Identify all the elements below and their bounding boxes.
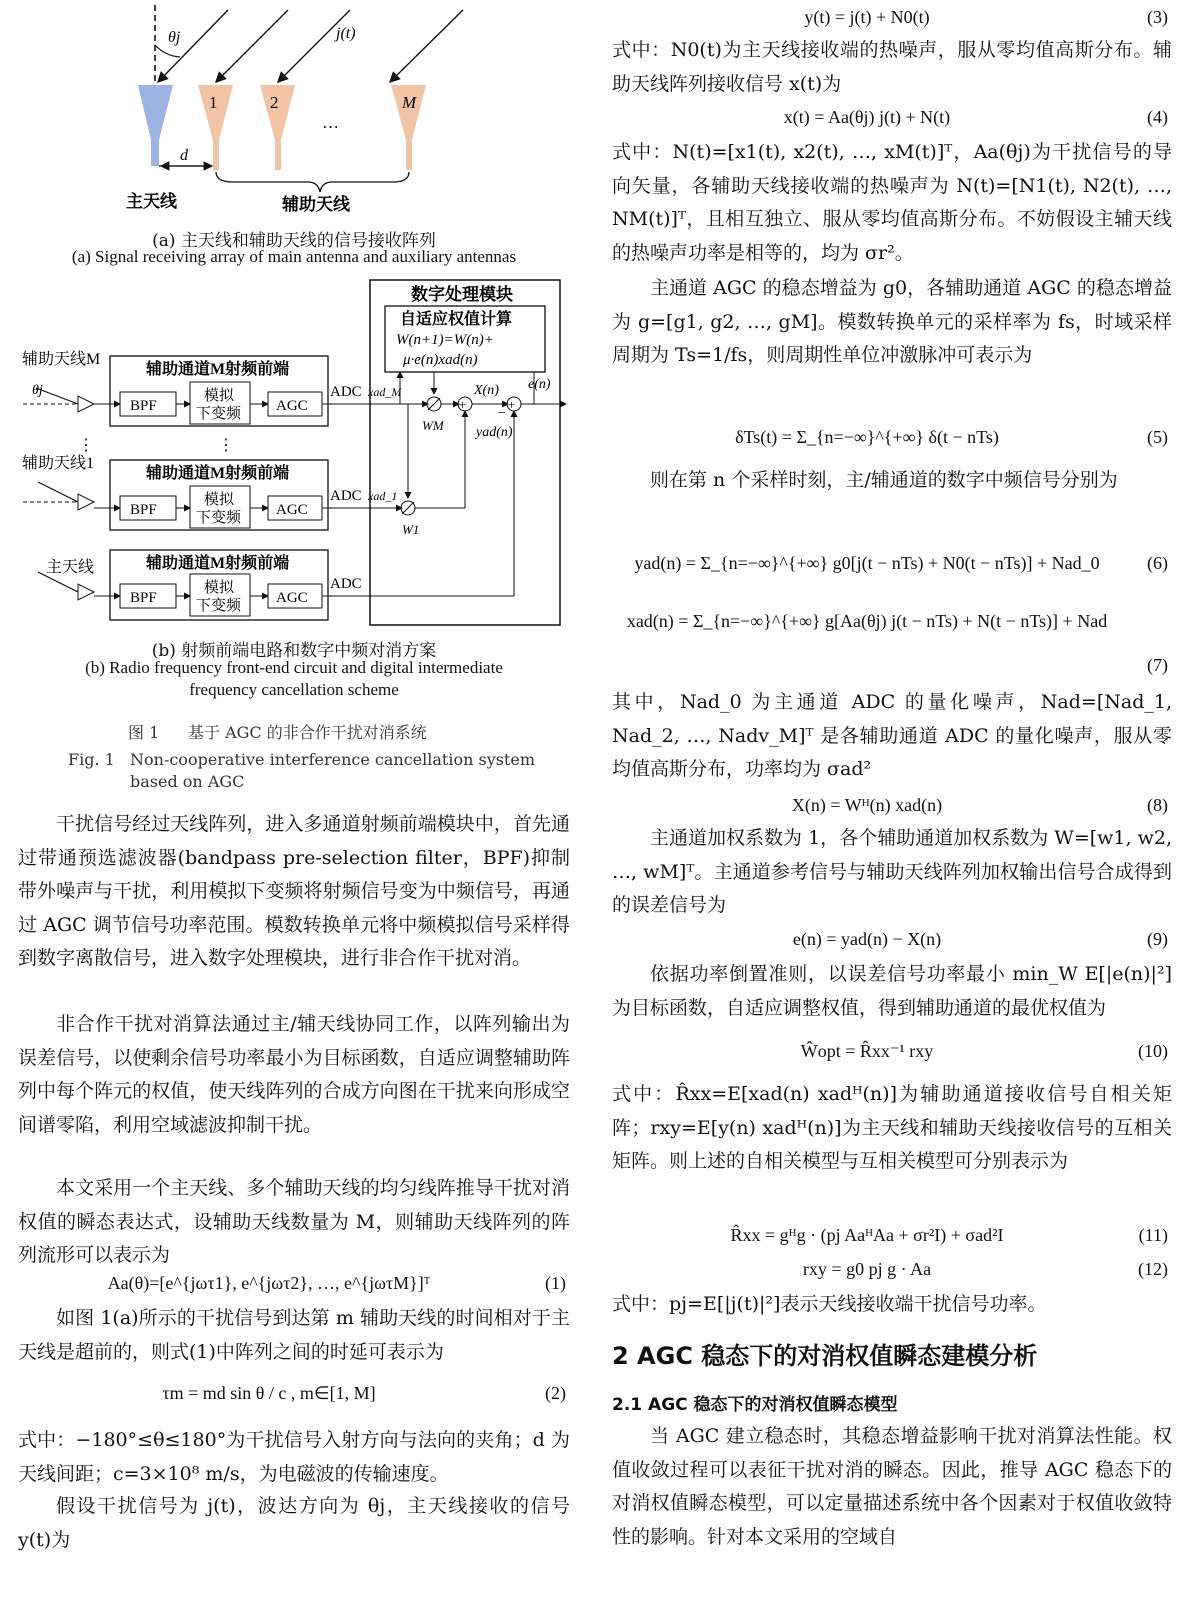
equation-4: x(t) = Aa(θj) j(t) + N(t) (4) (783, 107, 1168, 127)
paragraph: 本文采用一个主天线、多个辅助天线的均匀线阵推导干扰对消权值的瞬态表达式，设辅助天线数量为 M，则辅助天线阵列的阵列流形可以表示为 (18, 1177, 570, 1266)
paragraph: 非合作干扰对消算法通过主/辅天线协同工作，以阵列输出为误差信号，以使剩余信号功率最小为目标函数，自适应调整辅助阵列中每个阵元的权值，使天线阵列的合成方向图在干扰来向形成空间谱零陷，利用空域滤波抑制干扰。 (18, 1013, 570, 1136)
svg-text:BPF: BPF (130, 398, 157, 414)
subsection-heading: 2.1 AGC 稳态下的对消权值瞬态模型 (612, 1395, 898, 1415)
svg-text:辅助通道M射频前端: 辅助通道M射频前端 (146, 361, 290, 378)
equation-10: Ŵopt = R̂xx⁻¹ rxy (10) (800, 1041, 1168, 1061)
equation-5: δTs(t) = Σ_{n=−∞}^{+∞} δ(t − nTs) (5) (735, 427, 1168, 447)
equation-2: τm = md sin θ / c , m∈[1, M] (2) (162, 1383, 566, 1403)
paragraph: 当 AGC 建立稳态时，其稳态增益影响干扰对消算法性能。权值收敛过程可以表征干扰对消的瞬态。因此，推导 AGC 稳态下的对消权值瞬态模型，可以定量描述系统中各个因素对于权值收敛特性的影响。针对本文采用的空域自 (612, 1425, 1172, 1548)
paragraph: 则在第 n 个采样时刻，主/辅通道的数字中频信号分别为 (650, 469, 1118, 491)
svg-text:辅助天线M: 辅助天线M (22, 351, 101, 368)
equation-7: xad(n) = Σ_{n=−∞}^{+∞} g[Aa(θj) j(t − nTs) + N(t − nTs)] + Nad (7) (626, 611, 1168, 675)
svg-text:下变频: 下变频 (196, 406, 242, 422)
svg-text:W1: W1 (402, 522, 420, 537)
jt-label: j(t) (336, 25, 356, 42)
paragraph: 式中：−180°≤θ≤180°为干扰信号入射方向与法向的夹角；d 为天线间距；c=3×10⁸ m/s，为电磁波的传输速度。 (18, 1429, 570, 1485)
section-heading: 2 AGC 稳态下的对消权值瞬态建模分析 (612, 1342, 1038, 1370)
svg-text:下变频: 下变频 (196, 510, 242, 526)
fig1-label-cn: 图 1 (128, 723, 160, 742)
svg-text:+: + (508, 397, 516, 412)
equation-3: y(t) = j(t) + N0(t) (3) (804, 7, 1168, 27)
svg-text:ADC: ADC (330, 576, 362, 592)
svg-text:BPF: BPF (130, 590, 157, 606)
fig1-title-en-2: based on AGC (130, 772, 245, 791)
main-antenna-label: 主天线 (126, 192, 177, 211)
svg-text:1: 1 (209, 93, 218, 112)
svg-text:下变频: 下变频 (196, 598, 242, 614)
paragraph: 式中：pj=E[|j(t)|²]表示天线接收端干扰信号功率。 (612, 1293, 1047, 1315)
paragraph: 主通道 AGC 的稳态增益为 g0，各辅助通道 AGC 的稳态增益为 g=[g1, g2, …, gM]。模数转换单元的采样率为 fs，时域采样周期为 Ts=1/fs，则周期性单位冲激脉冲可表示为 (612, 277, 1172, 366)
svg-text:θj: θj (32, 383, 43, 398)
svg-text:AGC: AGC (276, 502, 308, 518)
svg-text:+: + (459, 397, 467, 412)
svg-text:ADC: ADC (330, 488, 362, 504)
svg-text:AGC: AGC (276, 398, 308, 414)
svg-text:⋮: ⋮ (78, 437, 94, 454)
paragraph: 干扰信号经过天线阵列，进入多通道射频前端模块中，首先通过带通预选滤波器(bandpass pre-selection filter，BPF)抑制带外噪声与干扰，利用模拟下变频将射频信号变为中频信号，再通过 AGC 调节信号功率范围。模数转换单元将中频模拟信号采样得到数字离散信号，进入数字处理模块，进行非合作干扰对消。 (18, 813, 570, 969)
fig1-label-en: Fig. 1 (68, 750, 115, 769)
paragraph: 主通道加权系数为 1，各个辅助通道加权系数为 W=[w1, w2, …, wM]ᵀ。主通道参考信号与辅助天线阵列加权输出信号合成得到的误差信号为 (612, 827, 1172, 916)
svg-text:自适应权值计算: 自适应权值计算 (400, 311, 513, 328)
fig1b-caption-en-1: (b) Radio frequency front-end circuit and digital intermediate (85, 658, 503, 677)
svg-text:xad_1: xad_1 (368, 489, 398, 503)
svg-text:X(n): X(n) (474, 383, 499, 398)
theta-label: θj (168, 29, 181, 46)
svg-text:主天线: 主天线 (46, 559, 95, 576)
figure-1a-antenna-array (18, 0, 570, 230)
svg-text:模拟: 模拟 (204, 580, 235, 596)
svg-text:AGC: AGC (276, 590, 308, 606)
fig1-title-cn: 基于 AGC 的非合作干扰对消系统 (188, 723, 427, 742)
svg-text:e(n): e(n) (528, 377, 551, 392)
svg-text:M: M (402, 93, 417, 112)
svg-text:数字处理模块: 数字处理模块 (411, 285, 513, 304)
equation-8: X(n) = Wᴴ(n) xad(n) (8) (791, 795, 1168, 815)
svg-text:BPF: BPF (130, 502, 157, 518)
svg-text:模拟: 模拟 (204, 388, 235, 404)
paragraph: 依据功率倒置准则，以误差信号功率最小 min_W E[|e(n)|²] 为目标函数，自适应调整权值，得到辅助通道的最优权值为 (612, 963, 1172, 1019)
svg-text:模拟: 模拟 (204, 492, 235, 508)
main-antenna-shape (138, 85, 173, 140)
fig1a-caption-en: (a) Signal receiving array of main antenna and auxiliary antennas (71, 247, 517, 266)
svg-text:…: … (322, 113, 339, 132)
svg-text:−: − (498, 406, 506, 421)
equation-1: Aa(θ)=[e^{jωτ1}, e^{jωτ2}, …, e^{jωτM}]ᵀ (1) (107, 1273, 566, 1293)
fig1b-caption-en-2: frequency cancellation scheme (189, 680, 399, 699)
svg-text:辅助天线1: 辅助天线1 (22, 455, 95, 472)
svg-text:辅助通道M射频前端: 辅助通道M射频前端 (146, 555, 290, 572)
svg-text:W(n+1)=W(n)+: W(n+1)=W(n)+ (396, 332, 494, 348)
svg-text:2: 2 (270, 93, 279, 112)
svg-text:辅助通道M射频前端: 辅助通道M射频前端 (146, 465, 290, 482)
svg-text:yad(n): yad(n) (476, 425, 513, 440)
svg-text:WM: WM (422, 418, 444, 433)
equation-6: yad(n) = Σ_{n=−∞}^{+∞} g0[j(t − nTs) + N0(t − nTs)] + Nad_0 (6) (634, 553, 1168, 573)
paragraph: 式中：N0(t)为主天线接收端的热噪声，服从零均值高斯分布。辅助天线阵列接收信号 x(t)为 (612, 39, 1172, 95)
paragraph: 式中：N(t)=[x1(t), x2(t), …, xM(t)]ᵀ，Aa(θj)为干扰信号的导向矢量，各辅助天线接收端的热噪声为 N(t)=[N1(t), N2(t), …, NM(t)]ᵀ，且相互独立、服从零均值高斯分布。不妨假设主辅天线的热噪声功率是相等的，均为 σr²。 (612, 141, 1172, 264)
equation-9: e(n) = yad(n) − X(n) (9) (792, 929, 1168, 949)
fig1b-caption-cn: (b) 射频前端电路和数字中频对消方案 (151, 641, 437, 661)
svg-text:xad_M: xad_M (368, 385, 402, 399)
equation-12: rxy = g0 pj g · Aa (12) (802, 1259, 1168, 1279)
svg-text:ADC: ADC (330, 384, 362, 400)
svg-text:d: d (180, 147, 188, 164)
figure-1b-rf-frontend (18, 272, 570, 632)
paragraph: 如图 1(a)所示的干扰信号到达第 m 辅助天线的时间相对于主天线是超前的，则式(1)中阵列之间的时延可表示为 (18, 1307, 570, 1363)
aux-antenna-label: 辅助天线 (282, 195, 350, 214)
svg-text:⋮: ⋮ (218, 437, 234, 454)
paragraph: 其中，Nad_0 为主通道 ADC 的量化噪声，Nad=[Nad_1, Nad_2, …, Nadv_M]ᵀ 是各辅助通道 ADC 的量化噪声，服从零均值高斯分布，功率均为 σad² (612, 691, 1172, 780)
paragraph: 假设干扰信号为 j(t)，波达方向为 θj，主天线接收的信号 y(t)为 (18, 1495, 570, 1551)
svg-text:μ·e(n)xad(n): μ·e(n)xad(n) (403, 352, 478, 368)
equation-11: R̂xx = gᴴg · (pj AaᴴAa + σr²I) + σad²I (11) (730, 1225, 1168, 1245)
paragraph: 式中：R̂xx=E[xad(n) xadᴴ(n)]为辅助通道接收信号自相关矩阵；rxy=E[y(n) xadᴴ(n)]为主天线和辅助天线接收信号的互相关矩阵。则上述的自相关模型与互相关模型可分别表示为 (612, 1083, 1172, 1172)
fig1a-caption-cn: (a) 主天线和辅助天线的信号接收阵列 (152, 231, 436, 251)
fig1-title-en-1: Non-cooperative interference cancellation system (130, 750, 536, 769)
